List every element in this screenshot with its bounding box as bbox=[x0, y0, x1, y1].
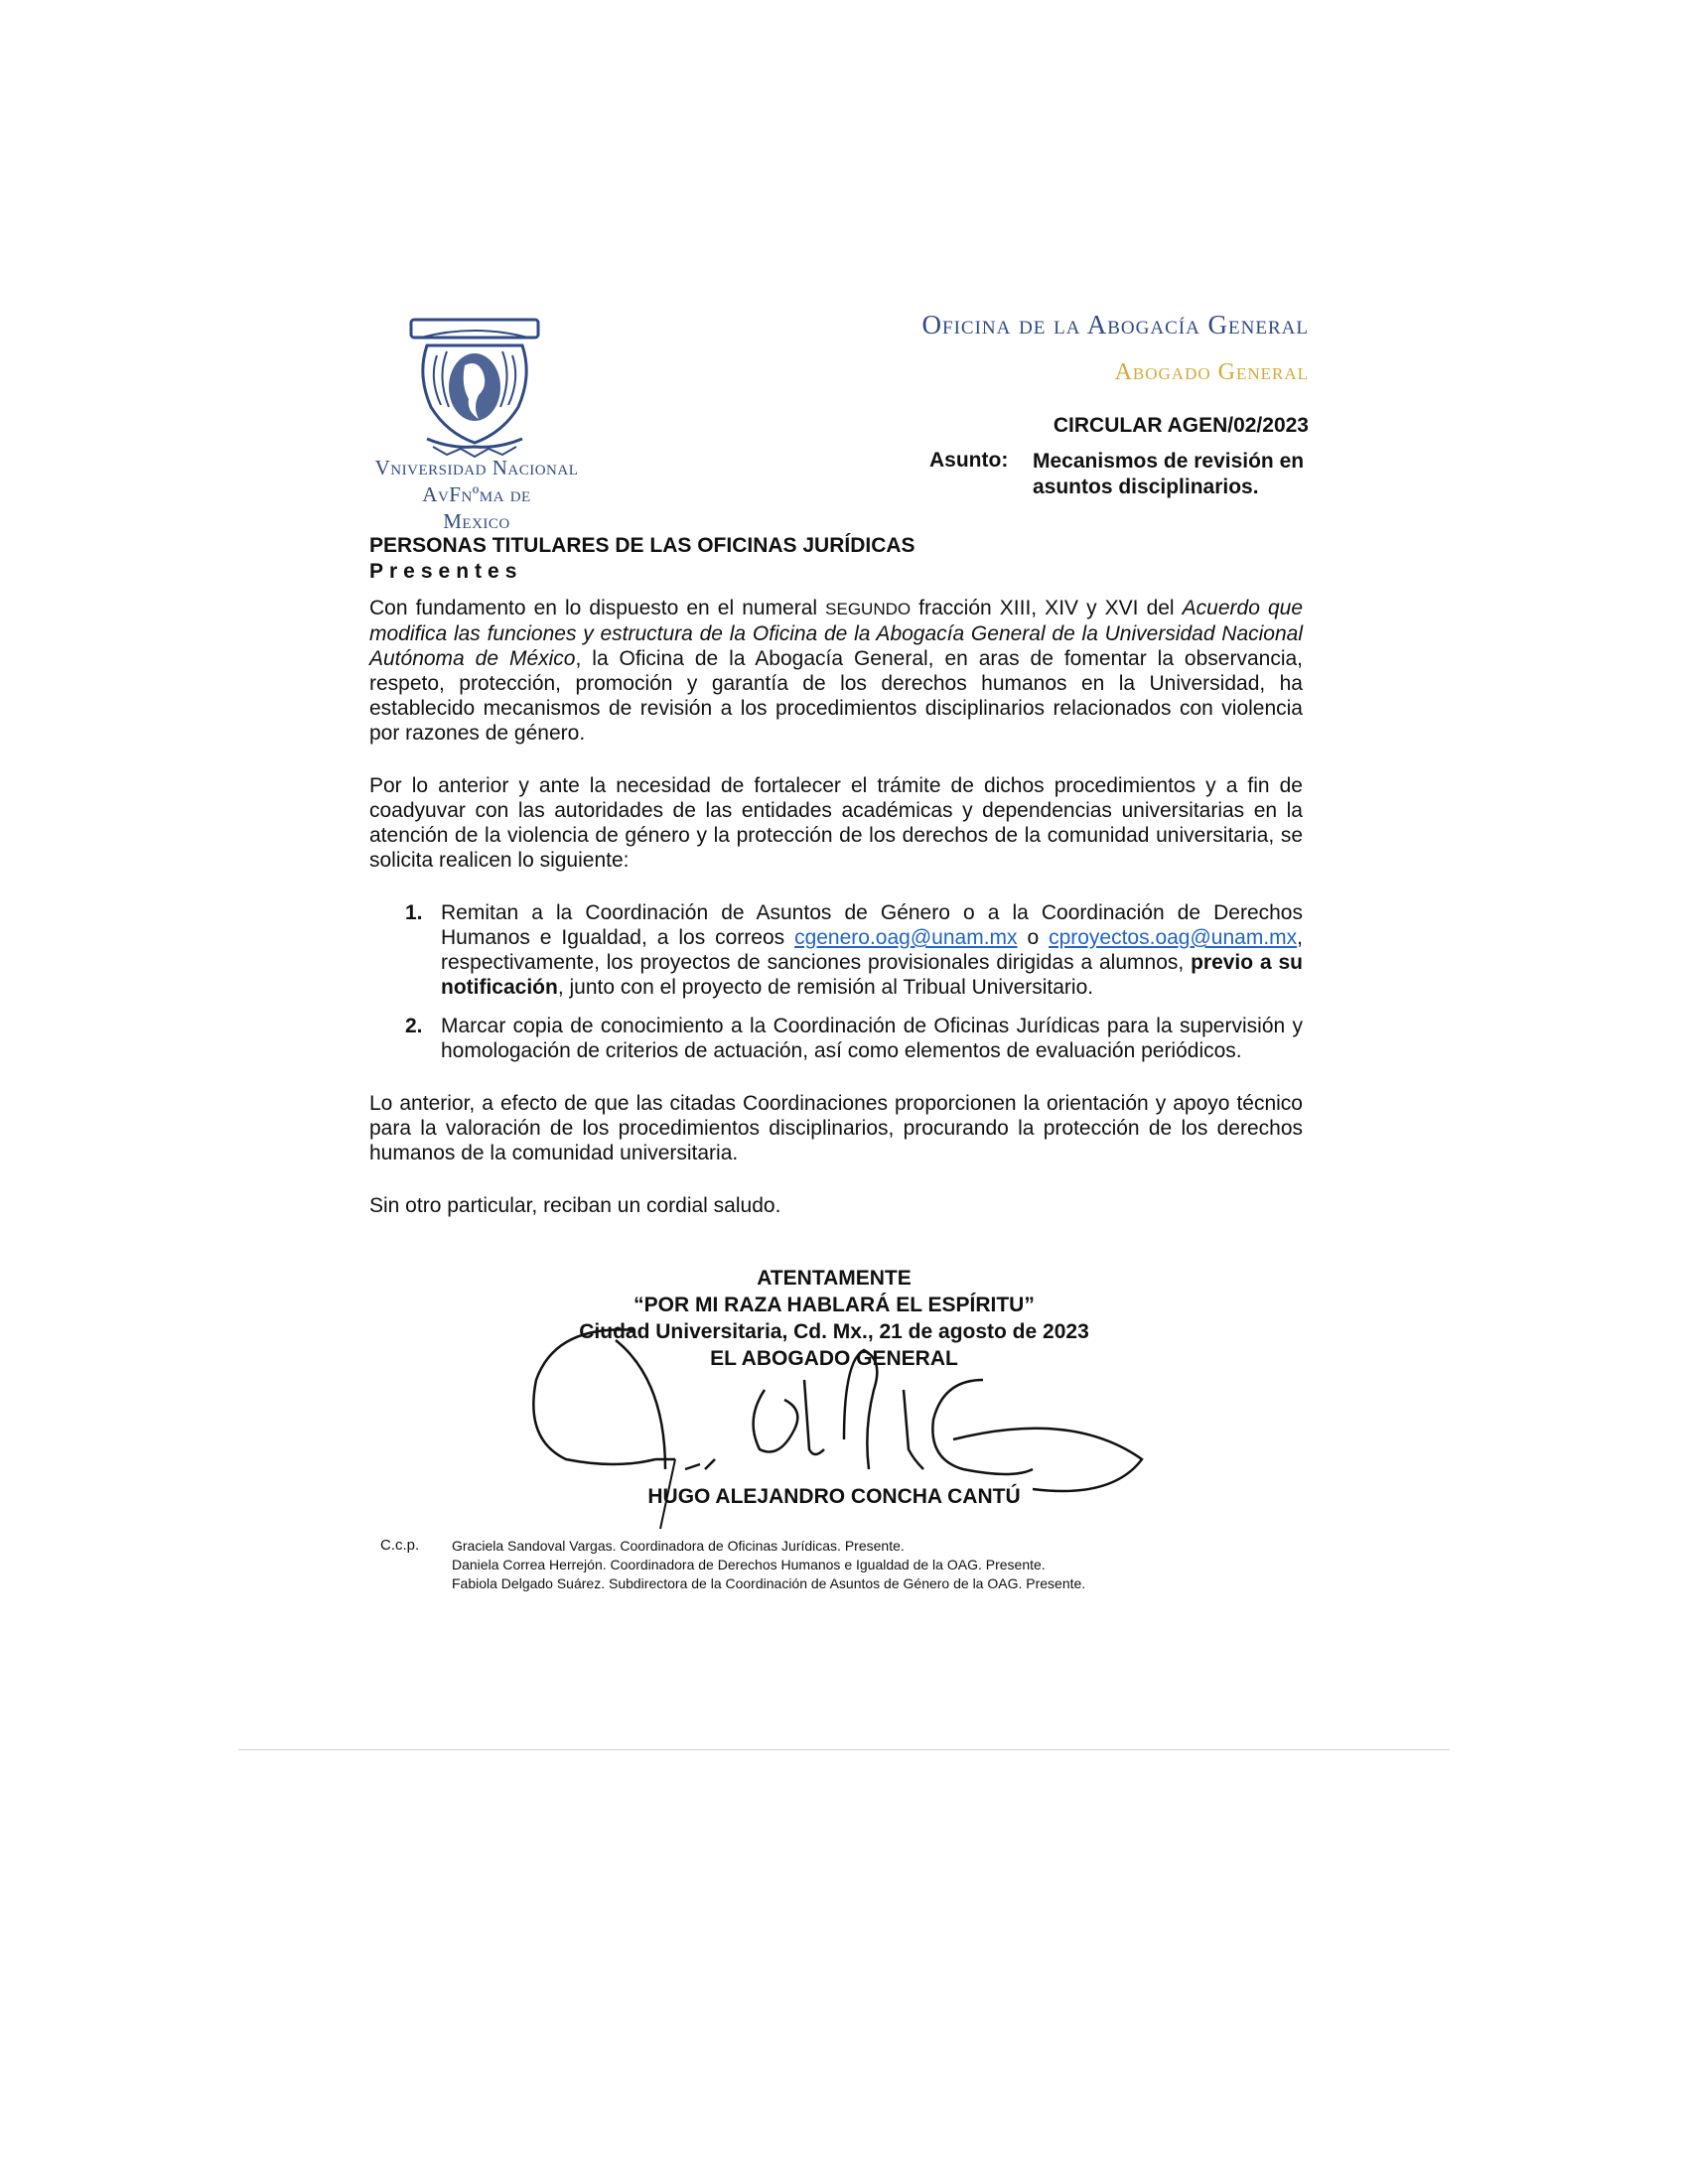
paragraph-4: Sin otro particular, reciban un cordial saludo. bbox=[369, 1194, 781, 1217]
paragraph-2: Por lo anterior y ante la necesidad de fortalecer el trámite de dichos procedimientos y a fin de coadyuvar con las autoridades de las entidades académicas y dependencias universitarias en la atención de la violencia de género y la protección de los derechos de la comunidad universitaria, se solicita realicen lo siguiente: bbox=[369, 774, 1303, 872]
item-number: 1. bbox=[405, 901, 423, 924]
recipients-presentes: Presentes bbox=[369, 560, 523, 583]
university-name bbox=[357, 455, 596, 535]
subject-text: Mecanismos de revisión en asuntos disciplinarios. bbox=[1033, 450, 1305, 498]
email-link-cproyectos[interactable]: cproyectos.oag@unam.mx bbox=[1049, 926, 1298, 949]
item-number: 2. bbox=[405, 1015, 423, 1037]
cc-label: C.c.p. bbox=[380, 1537, 420, 1554]
paragraph-3: Lo anterior, a efecto de que las citadas Coordinaciones proporcionen la orientación y apoyo técnico para la valoración de los procedimientos disciplinarios, procurando la protección de los derechos humanos de la comunidad universitaria. bbox=[369, 1092, 1303, 1164]
page-divider bbox=[238, 1749, 1450, 1750]
cc-item: Daniela Correa Herrejón. Coordinadora de Derechos Humanos e Igualdad de la OAG. Presente. bbox=[452, 1557, 1046, 1572]
cc-list bbox=[452, 1537, 1085, 1593]
closing-role: EL ABOGADO GENERAL bbox=[710, 1347, 958, 1370]
closing-atentamente: ATENTAMENTE bbox=[757, 1267, 912, 1290]
request-list bbox=[369, 900, 1303, 1063]
cc-item: Graciela Sandoval Vargas. Coordinadora de Oficinas Jurídicas. Presente. bbox=[452, 1538, 905, 1554]
request-item-2: 2. Marcar copia de conocimiento a la Coordinación de Oficinas Jurídicas para la supervisión y homologación de criterios de actuación, así como elementos de evaluación periódicos. bbox=[405, 1015, 1303, 1062]
unam-seal-logo bbox=[407, 316, 542, 459]
closing-place-date: Ciudad Universitaria, Cd. Mx., 21 de agosto de 2023 bbox=[579, 1320, 1089, 1343]
closing-motto: “POR MI RAZA HABLARÁ EL ESPÍRITU” bbox=[633, 1294, 1035, 1316]
letter-body bbox=[369, 596, 1303, 1246]
subject-label: Asunto: bbox=[929, 449, 1009, 472]
signer-name: HUGO ALEJANDRO CONCHA CANTÚ bbox=[647, 1485, 1021, 1508]
cc-item: Fabiola Delgado Suárez. Subdirectora de la Coordinación de Asuntos de Género de la OAG. Presente. bbox=[452, 1575, 1086, 1591]
circular-number: CIRCULAR AGEN/02/2023 bbox=[1053, 414, 1309, 437]
emphasis-previo: previo a su notificación bbox=[441, 951, 1303, 999]
office-heading: Oficina de la Abogacía General bbox=[921, 310, 1309, 340]
agreement-title: Acuerdo que modifica las funciones y estructura de la Oficina de la Abogacía General de la Universidad Nacional Autónoma de México bbox=[369, 597, 1303, 670]
university-name-line-3: Mexico bbox=[443, 509, 510, 533]
university-name-line-2: AvFnºma de bbox=[422, 482, 531, 506]
handwritten-signature bbox=[516, 1320, 1152, 1549]
paragraph-1: Con fundamento en lo dispuesto en el numeral SEGUNDO fracción XIII, XIV y XVI del Acuerdo que modifica las funciones y estructura de la Oficina de la Abogacía General de la Universidad Nacional Autónoma de México, la Oficina de la Abogacía General, en aras de fomentar la observancia, respeto, protección, promoción y garantía de los derechos humanos en la Universidad, ha establecido mecanismos de revisión a los procedimientos disciplinarios relacionados con violencia por razones de género. bbox=[369, 597, 1304, 745]
university-name-line-1: Vniversidad Nacional bbox=[374, 456, 579, 479]
email-link-cgenero[interactable]: cgenero.oag@unam.mx bbox=[794, 926, 1018, 949]
recipients-title: PERSONAS TITULARES DE LAS OFICINAS JURÍDICAS bbox=[369, 534, 915, 557]
request-item-1: 1. Remitan a la Coordinación de Asuntos de Género o a la Coordinación de Derechos Humanos e Igualdad, a los correos cgenero.oag@unam.mx o cproyectos.oag@unam.mx, respectivamente, los proyectos de sanciones provisionales dirigidas a alumnos, previo a su notificación, junto con el proyecto de remisión al Tribual Universitario. bbox=[405, 901, 1303, 999]
lawyer-heading: Abogado General bbox=[1114, 359, 1309, 385]
